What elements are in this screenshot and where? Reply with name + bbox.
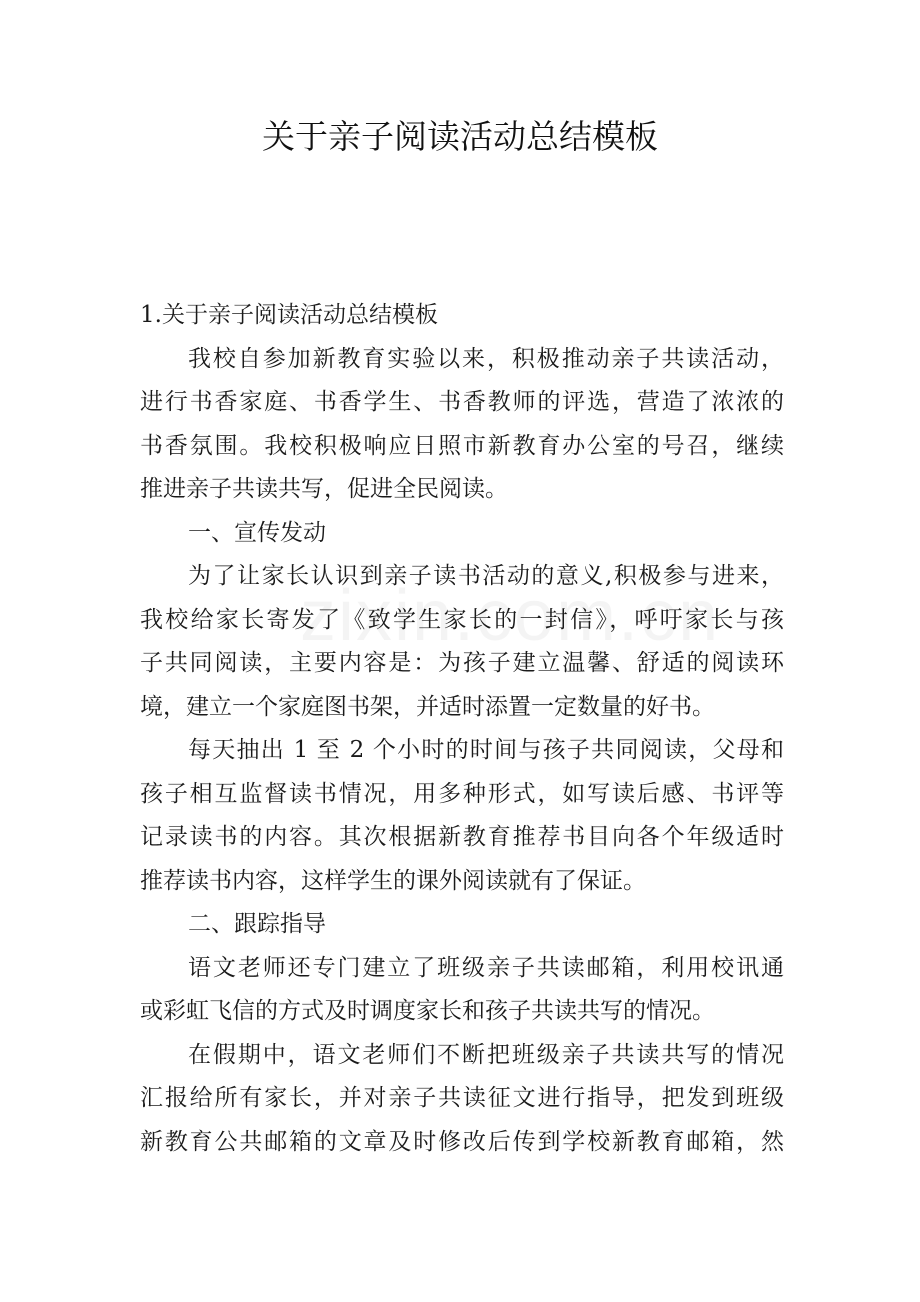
paragraph-line: 书香氛围。我校积极响应日照市新教育办公室的号召，继续 (140, 432, 784, 459)
document-title: 关于亲子阅读活动总结模板 (262, 117, 658, 156)
paragraph-line: 汇报给所有家长，并对亲子共读征文进行指导，把发到班级 (140, 1085, 784, 1111)
paragraph-line: 新教育公共邮箱的文章及时修改后传到学校新教育邮箱，然 (140, 1128, 784, 1155)
paragraph-line: 每天抽出 1 至 2 个小时的时间与孩子共同阅读，父母和 (188, 737, 784, 763)
subsection-heading: 二、跟踪指导 (188, 911, 326, 937)
paragraph-line: 子共同阅读，主要内容是：为孩子建立温馨、舒适的阅读环 (140, 650, 784, 676)
document-body (140, 294, 784, 1164)
section-heading: 1.关于亲子阅读活动总结模板 (140, 302, 438, 328)
paragraph-line: 语文老师还专门建立了班级亲子共读邮箱，利用校讯通 (188, 954, 784, 981)
subsection-heading: 一、宣传发动 (188, 519, 326, 546)
paragraph-line: 我校给家长寄发了《致学生家长的一封信》，呼吁家长与孩 (140, 606, 784, 633)
paragraph-line: 境，建立一个家庭图书架，并适时添置一定数量的好书。 (140, 693, 715, 720)
paragraph-line: 进行书香家庭、书香学生、书香教师的评选，营造了浓浓的 (140, 389, 784, 415)
paragraph-line: 推荐读书内容，这样学生的课外阅读就有了保证。 (140, 867, 646, 894)
paragraph-line: 推进亲子共读共写，促进全民阅读。 (140, 476, 508, 502)
paragraph-line: 我校自参加新教育实验以来，积极推动亲子共读活动， (188, 345, 784, 372)
paragraph-line: 为了让家长认识到亲子读书活动的意义,积极参与进来， (188, 563, 784, 589)
paragraph-line: 在假期中，语文老师们不断把班级亲子共读共写的情况 (188, 1041, 784, 1068)
paragraph-line: 孩子相互监督读书情况，用多种形式，如写读后感、书评等 (140, 780, 784, 807)
paragraph-line: 或彩虹飞信的方式及时调度家长和孩子共读共写的情况。 (140, 998, 715, 1024)
paragraph-line: 记录读书的内容。其次根据新教育推荐书目向各个年级适时 (140, 824, 784, 850)
